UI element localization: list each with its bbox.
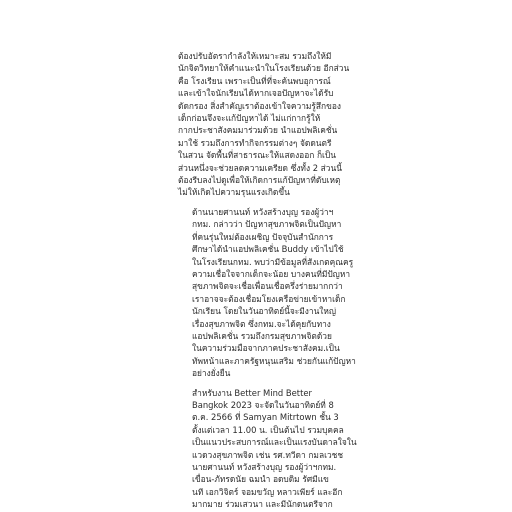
article-line: เขื่อน-ภัทรดนัย ฉมนำ อดบดิม รัศมีแข: [192, 474, 329, 485]
article-line: ดัดกรอง สิ่งสำคัญเราต้องเข้าใจความรู้สึกของ: [178, 100, 341, 111]
article-line: กากประชาสังคมมาร่วมด้วย นำแอปพลิเคชั่น: [178, 125, 338, 136]
article-line: นายศานนท์ หวังสร้างบุญ รองผู้ว่าฯกทม.: [192, 462, 337, 472]
article-line: ส่วนหนึ่งจะช่วยลดความเครียด ซึ่งทั้ง 2 ส่วนนี้: [178, 162, 342, 173]
article-line: อย่างยั่งยืน: [192, 368, 231, 379]
article-line: คือ โรงเรียน เพราะเป็นที่ที่จะค้นพบอุการณ์: [178, 75, 331, 86]
article-line: ไม่ให้เกิดไปความรุนแรงเกิดขึ้น: [178, 187, 290, 198]
article-paragraph: [178, 50, 350, 199]
article-line: มาใช้ รวมถึงการทำกิจกรรมต่างๆ จัดดนตรี: [178, 137, 332, 148]
article-line: ด้านนายศานนท์ หวังสร้างบุญ รองผู้ว่าฯ: [192, 206, 334, 217]
article-line: แวดวงสุขภาพจิต เช่น รศ.ทวีดา กมลเวชช: [192, 449, 344, 460]
article-line: ทัพหน้าและภาครัฐหนุนเสริม ช่วยกันแก้ปัญหา: [192, 355, 356, 366]
article-line: ความเชื่อใจจากเด็กจะน้อย บางคนที่มีปัญหา: [192, 268, 351, 279]
article-line: มากมาย ร่วมเสวนา และมีนักดนตรีจาก: [192, 499, 333, 510]
article-line: ตั้งแต่เวลา 11.00 น. เป็นต้นไป รวมบุคคล: [192, 424, 344, 435]
article-line: เป็นแนวประสบการณ์และเป็นแรงบันดาลใจใน: [192, 437, 357, 448]
article-line: ต้องรีบลงไปดูเพื่อให้เกิดการแก้ปัญหาที่ดับเหตุ: [178, 175, 341, 186]
article-line: ศึกษาได้นำแอปพลิเคชั่น Buddy เข้าไปใช้: [192, 244, 344, 255]
article-line: แอปพลิเคชั่น รวมถึงกรมสุขภาพจิตด้วย: [192, 330, 332, 341]
article-line: เรื่องสุขภาพจิต ซึ่งกทม.จะได้คุยกับทาง: [192, 318, 331, 329]
article-paragraph: [178, 387, 357, 511]
article-line: ต้องปรับอัตรากำลังให้เหมาะสม รวมถึงให้มี: [178, 51, 332, 61]
article-line: สำหรับงาน Better Mind Better: [192, 387, 312, 398]
article-line: ต.ค. 2566 ที่ Samyan Mitrtown ชั้น 3: [192, 412, 339, 423]
article-line: ในสวน จัดพื้นที่สาธารณะให้แสดงออก ก็เป็น: [178, 150, 336, 161]
article-line: เราอาจจะต้องเชื่อมโยงเครือข่ายเข้าหาเด็ก: [192, 293, 346, 304]
article-line: นักจิตวิทยาให้คำแนะนำในโรงเรียนด้วย อีกส่วน: [178, 63, 350, 74]
article-line: ในโรงเรียนกทม. พบว่ามีข้อมูลที่สังเกตคุณครู: [192, 256, 354, 267]
article-line: นักเรียน โดยในวันอาทิตย์นี้จะมีงานใหญ่: [192, 306, 337, 317]
article-line: ที่คนรุ่นใหม่ต้องเผชิญ ปัจจุบันสำนักการ: [192, 231, 334, 242]
article-column: [178, 50, 357, 511]
article-paragraph: [178, 206, 356, 380]
article-line: สุขภาพจิตจะเชื่อเพื่อนเชื่อครึ่งร่ายมากกว่า: [192, 281, 343, 292]
article-line: นที เอกวิจิตร์ จอมขวัญ หลาวเพียร์ และอีก: [192, 486, 343, 497]
article-line: และเข้าใจนักเรียนได้หากเจอปัญหาจะได้รับ: [178, 88, 334, 99]
article-line: ในความร่วมมือจากภาคประชาสังคม.เป็น: [192, 343, 340, 354]
article-line: กทม. กล่าวว่า ปัญหาสุขภาพจิตเป็นปัญหา: [192, 219, 342, 230]
article-line: เด็กก่อนจึงจะแก้ปัญหาได้ ไม่แก่กากรู้ให้: [178, 113, 321, 124]
article-line: Bangkok 2023 จะจัดในวันอาทิตย์ที่ 8: [192, 399, 334, 410]
